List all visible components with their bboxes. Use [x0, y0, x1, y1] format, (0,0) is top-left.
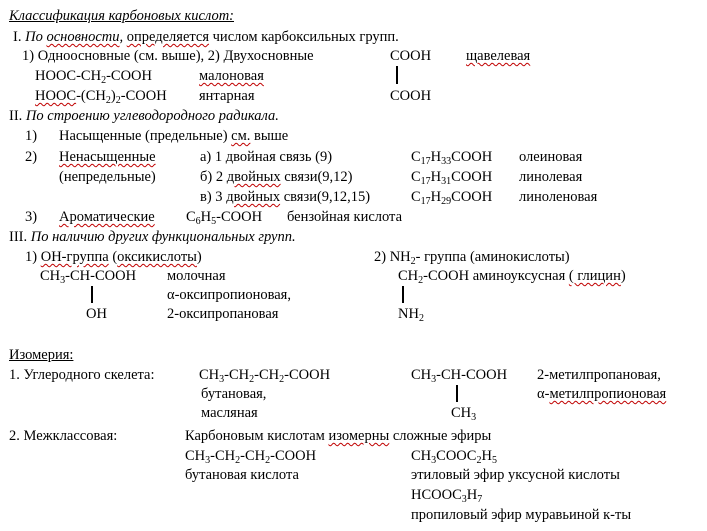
item-saturated-num: 1)	[25, 128, 38, 144]
ethyl-acetate-name: этиловый эфир уксусной кислоты	[411, 467, 620, 483]
malonic-formula: HOOC-$CH_2$-COOH	[35, 68, 152, 86]
succinic-formula: HOOC-$(CH_2)_2$-COOH	[35, 88, 167, 106]
succinic-name: янтарная	[199, 88, 255, 104]
propyl-formate-formula: $HCOOC_3H_7$	[411, 487, 483, 505]
section-1-header	[13, 29, 399, 45]
skeletal-label: 1. Углеродного скелета:	[9, 367, 155, 383]
linolenic-formula: $C_{17}H_{29}COOH$	[411, 189, 493, 207]
oxalic-cooh-top: COOH	[390, 48, 432, 64]
linoleic-name: линолевая	[519, 169, 583, 185]
oxalic-name: щавелевая	[466, 48, 531, 64]
section-1-header-d: определяется	[126, 29, 210, 45]
isobutyric-name-1: 2-метилпропановая,	[537, 367, 661, 383]
section-3-header: III. По наличию других функциональных групп.	[9, 229, 296, 245]
section-2-header: II. По строению углеводородного радикала.	[9, 108, 279, 124]
propyl-formate-name: пропиловый эфир муравьиной к-ты	[411, 507, 632, 523]
linolenic-name: линоленовая	[519, 189, 598, 205]
linolenic-label: в) 3 двойных связи(9,12,15)	[200, 189, 371, 205]
butanoic-formula: $CH_3-CH_2-CH_2$-COOH	[199, 367, 331, 385]
lactic-oh: OH	[86, 306, 107, 322]
oxalic-cooh-bottom: COOH	[390, 88, 432, 104]
oleic-formula: $C_{17}H_{33}COOH$	[411, 149, 493, 167]
section-1-header-e: числом карбоксильных групп.	[209, 29, 399, 45]
butanoic-name-1: бутановая,	[201, 386, 267, 402]
glycine-nh2: $NH_2$	[398, 306, 424, 324]
benzoic-name: бензойная кислота	[287, 209, 403, 225]
item-aromatic: Ароматические	[59, 209, 155, 225]
interclass-acid-formula: $CH_3-CH_2-CH_2$-COOH	[185, 448, 317, 466]
mono-dibasic-line: 1) Одноосновные (см. выше), 2) Двухосновные	[22, 48, 314, 64]
lactic-formula: $CH_3-CH$-COOH	[40, 268, 137, 286]
lactic-name-3: 2-оксипропановая	[167, 306, 279, 322]
item-unsaturated: Ненасыщенные	[59, 149, 156, 165]
section-1-header-c: ,	[119, 29, 127, 45]
oxalic-bond	[396, 66, 398, 84]
isomerism-title: Изомерия:	[9, 347, 74, 363]
linoleic-label: б) 2 двойных связи(9,12)	[200, 169, 353, 185]
section-1-header-a: По	[25, 29, 47, 45]
section-1-number: I.	[13, 29, 26, 45]
section-1-header-b: основности	[46, 29, 120, 45]
item-unsaturated-num: 2)	[25, 149, 38, 165]
interclass-acid-name: бутановая кислота	[185, 467, 299, 483]
glycine-bond	[402, 286, 404, 303]
malonic-name: малоновая	[199, 68, 264, 84]
document-title: Классификация карбоновых кислот:	[9, 8, 234, 24]
oleic-name: олеиновая	[519, 149, 583, 165]
item-aromatic-num: 3)	[25, 209, 38, 225]
isobutyric-formula: $CH_3-CH$-COOH	[411, 367, 508, 385]
interclass-label: 2. Межклассовая:	[9, 428, 118, 444]
linoleic-formula: $C_{17}H_{31}COOH$	[411, 169, 493, 187]
oleic-label: а) 1 двойная связь (9)	[200, 149, 333, 165]
isobutyric-name-2: α-метилпропионовая	[537, 386, 667, 402]
isobutyric-ch3: $CH_3$	[451, 405, 477, 423]
ethyl-acetate-formula: $CH_3COOC_2H_5$	[411, 448, 497, 466]
interclass-text: Карбоновым кислотам изомерны сложные эфиры	[185, 428, 492, 444]
lactic-name-2: α-оксипропионовая,	[167, 287, 291, 303]
lactic-name-1: молочная	[167, 268, 226, 284]
item-unsaturated-alt: (непредельные)	[59, 169, 156, 185]
isobutyric-bond	[456, 385, 458, 402]
item-saturated: Насыщенные (предельные) см. выше	[59, 128, 289, 144]
lactic-bond	[91, 286, 93, 303]
amino-group-heading: 2) $NH_2-$ группа (аминокислоты)	[374, 249, 570, 267]
oh-group-heading: 1) ОН-группа (оксикислоты)	[25, 249, 202, 265]
glycine-formula: $CH_2$-COOH аминоуксусная ( глицин)	[398, 268, 626, 286]
benzoic-formula: $C_6H_5$-COOH	[186, 209, 263, 227]
butanoic-name-2: масляная	[201, 405, 258, 421]
